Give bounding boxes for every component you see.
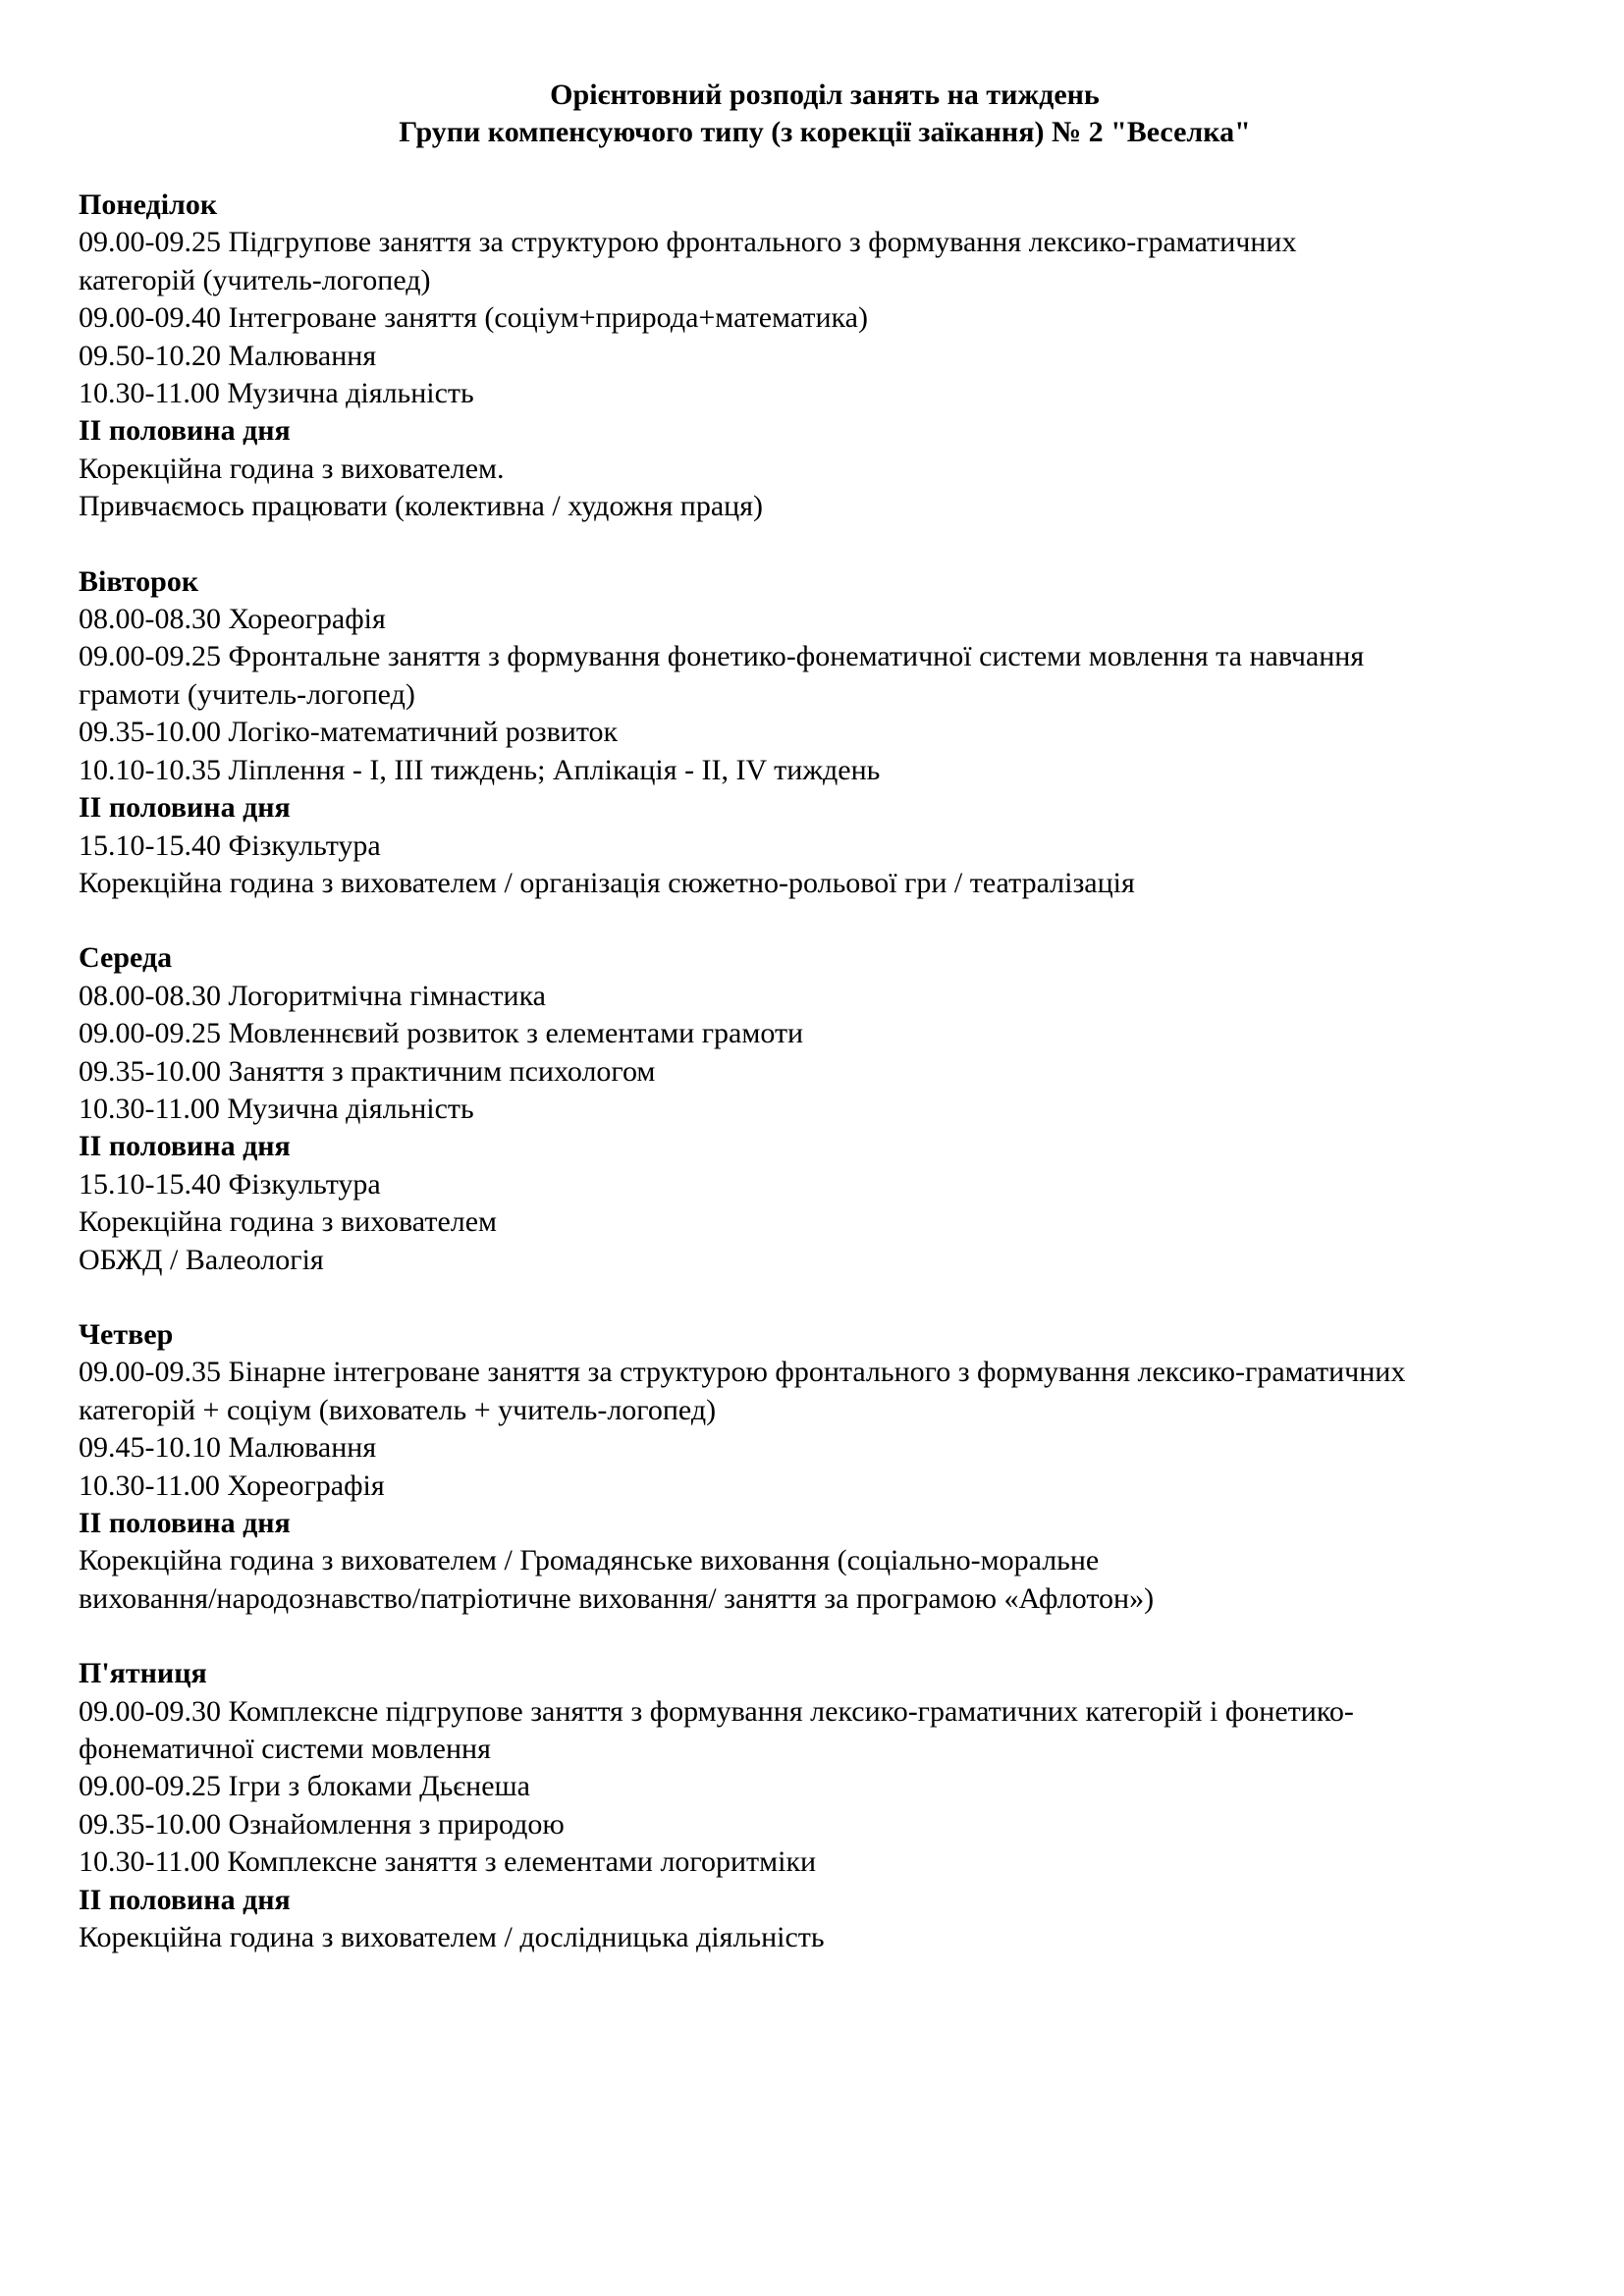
schedule-line: 09.35-10.00 Ознайомлення з природою: [79, 1807, 565, 1841]
schedule-line: 09.35-10.00 Логіко-математичний розвиток: [79, 716, 619, 749]
day-heading: Вівторок: [79, 564, 199, 598]
schedule-line: 10.30-11.00 Музична діяльність: [79, 377, 474, 410]
schedule-line: Корекційна година з вихователем.: [79, 452, 505, 485]
schedule-line: 09.00-09.40 Інтегроване заняття (соціум+природа+математика): [79, 301, 868, 335]
day-heading: Середа: [79, 941, 173, 975]
day-heading: Понеділок: [79, 188, 218, 221]
schedule-line: 09.00-09.35 Бінарне інтегроване заняття за структурою фронтального з формування лексико-граматичних: [79, 1356, 1406, 1389]
schedule-line: категорій (учитель-логопед): [79, 263, 431, 296]
schedule-line: 10.30-11.00 Комплексне заняття з елементами логоритміки: [79, 1845, 817, 1879]
schedule-line: фонематичної системи мовлення: [79, 1733, 491, 1766]
second-half-heading: ІІ половина дня: [79, 414, 291, 448]
day-section-tuesday: [79, 563, 1571, 903]
second-half-heading: ІІ половина дня: [79, 1507, 291, 1539]
schedule-line: 09.00-09.25 Підгрупове заняття за структурою фронтального з формування лексико-граматичних: [79, 226, 1297, 259]
day-section-monday: [79, 187, 1571, 526]
schedule-line: ОБЖД / Валеологія: [79, 1243, 324, 1276]
day-heading: П'ятниця: [79, 1657, 207, 1690]
schedule-line: 09.45-10.10 Малювання: [79, 1431, 377, 1465]
schedule-line: 15.10-15.40 Фізкультура: [79, 828, 381, 862]
day-heading: Четвер: [79, 1317, 174, 1351]
schedule-line: 10.30-11.00 Хореографія: [79, 1468, 385, 1502]
schedule-line: 09.00-09.25 Фронтальне заняття з формування фонетико-фонематичної системи мовлення та навчання: [79, 640, 1365, 673]
schedule-line: грамоти (учитель-логопед): [79, 677, 415, 711]
schedule-line: Привчаємось працювати (колективна / художня праця): [79, 490, 763, 523]
schedule-line: 09.00-09.25 Мовленнєвий розвиток з елементами грамоти: [79, 1017, 804, 1050]
second-half-heading: ІІ половина дня: [79, 791, 291, 825]
schedule-line: виховання/народознавство/патріотичне виховання/ заняття за програмою «Афлотон»): [79, 1581, 1155, 1615]
schedule-line: 10.30-11.00 Музична діяльність: [79, 1092, 474, 1125]
second-half-heading: ІІ половина дня: [79, 1130, 291, 1163]
schedule-line: 08.00-08.30 Хореографія: [79, 603, 386, 636]
schedule-line: 09.00-09.25 Ігри з блоками Дьєнеша: [79, 1770, 530, 1803]
schedule-line: 10.10-10.35 Ліплення - І, ІІІ тиждень; Аплікація - ІІ, IV тиждень: [79, 753, 881, 786]
document-title: [79, 77, 1571, 151]
schedule-line: Корекційна година з вихователем / організація сюжетно-рольової гри / театралізація: [79, 866, 1135, 899]
document-page: [79, 77, 1571, 1994]
second-half-heading: ІІ половина дня: [79, 1883, 291, 1916]
title-line-2: Групи компенсуючого типу (з корекції заїкання) № 2 "Веселка": [399, 116, 1251, 148]
title-line-1: Орієнтовний розподіл занять на тиждень: [550, 79, 1100, 111]
schedule-line: 09.35-10.00 Заняття з практичним психологом: [79, 1054, 656, 1088]
day-section-friday: [79, 1655, 1571, 1956]
schedule-line: Корекційна година з вихователем / Громадянське виховання (соціально-моральне: [79, 1544, 1100, 1577]
schedule-line: категорій + соціум (вихователь + учитель-логопед): [79, 1393, 717, 1426]
schedule-line: 09.50-10.20 Малювання: [79, 339, 377, 372]
schedule-line: Корекційна година з вихователем / дослідницька діяльність: [79, 1921, 825, 1954]
schedule-line: 08.00-08.30 Логоритмічна гімнастика: [79, 979, 547, 1012]
schedule-line: 09.00-09.30 Комплексне підгрупове заняття з формування лексико-граматичних категорій і фонетико-: [79, 1694, 1354, 1728]
schedule-line: Корекційна година з вихователем: [79, 1205, 498, 1239]
day-section-wednesday: [79, 939, 1571, 1279]
day-section-thursday: [79, 1316, 1571, 1618]
schedule-line: 15.10-15.40 Фізкультура: [79, 1167, 381, 1201]
